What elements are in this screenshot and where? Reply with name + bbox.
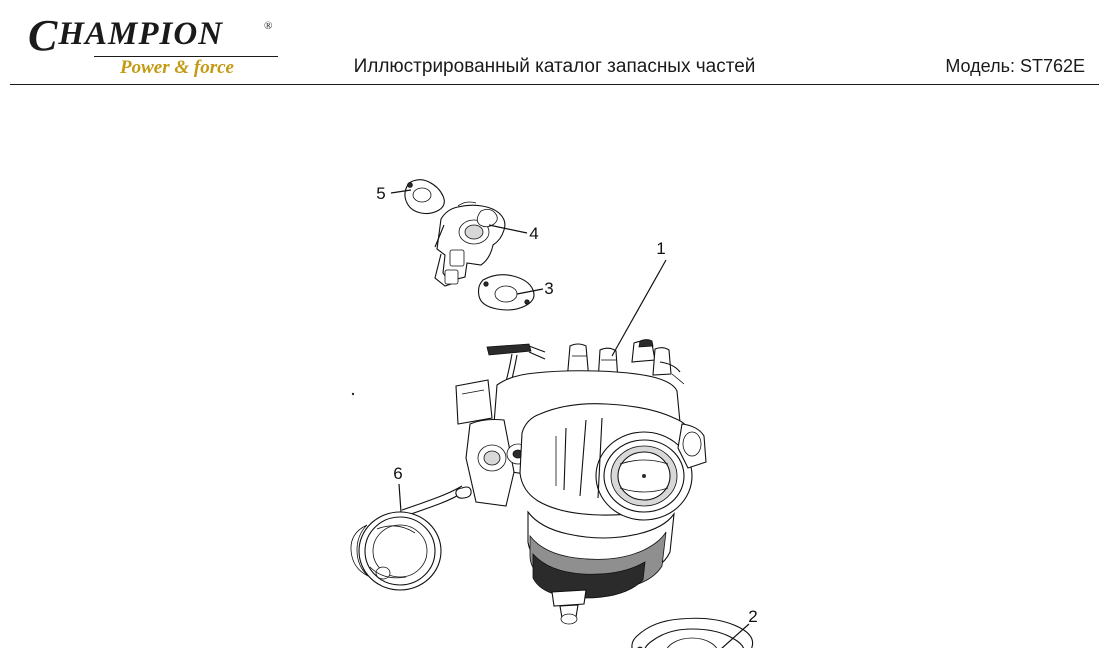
logo-registered-mark: ® xyxy=(264,20,273,32)
model-label: Модель: ST762E xyxy=(945,56,1085,76)
callout-2: 2 xyxy=(748,607,758,626)
logo-brand-text xyxy=(28,11,224,60)
part-6-primer-diaphragm xyxy=(351,486,471,590)
callout-5: 5 xyxy=(376,184,386,203)
callout-6: 6 xyxy=(393,464,403,483)
page-title: Иллюстрированный каталог запасных частей xyxy=(353,56,756,77)
callout-4: 4 xyxy=(529,224,539,243)
logo-subtitle: Power & force xyxy=(120,57,234,78)
part-2-carburetor-base-gasket xyxy=(632,618,753,648)
page-header xyxy=(0,0,1109,84)
parts-diagram xyxy=(0,84,1109,648)
part-5-manifold-gasket xyxy=(405,180,444,214)
part-1-carburetor-body xyxy=(456,340,706,625)
logo-brand-rest: HAMPION xyxy=(58,16,224,52)
callout-3: 3 xyxy=(544,279,554,298)
scan-speck xyxy=(352,393,354,395)
part-4-intake-manifold-insulator xyxy=(435,202,505,286)
logo-brand-initial: C xyxy=(28,11,59,60)
callout-1: 1 xyxy=(656,239,666,258)
